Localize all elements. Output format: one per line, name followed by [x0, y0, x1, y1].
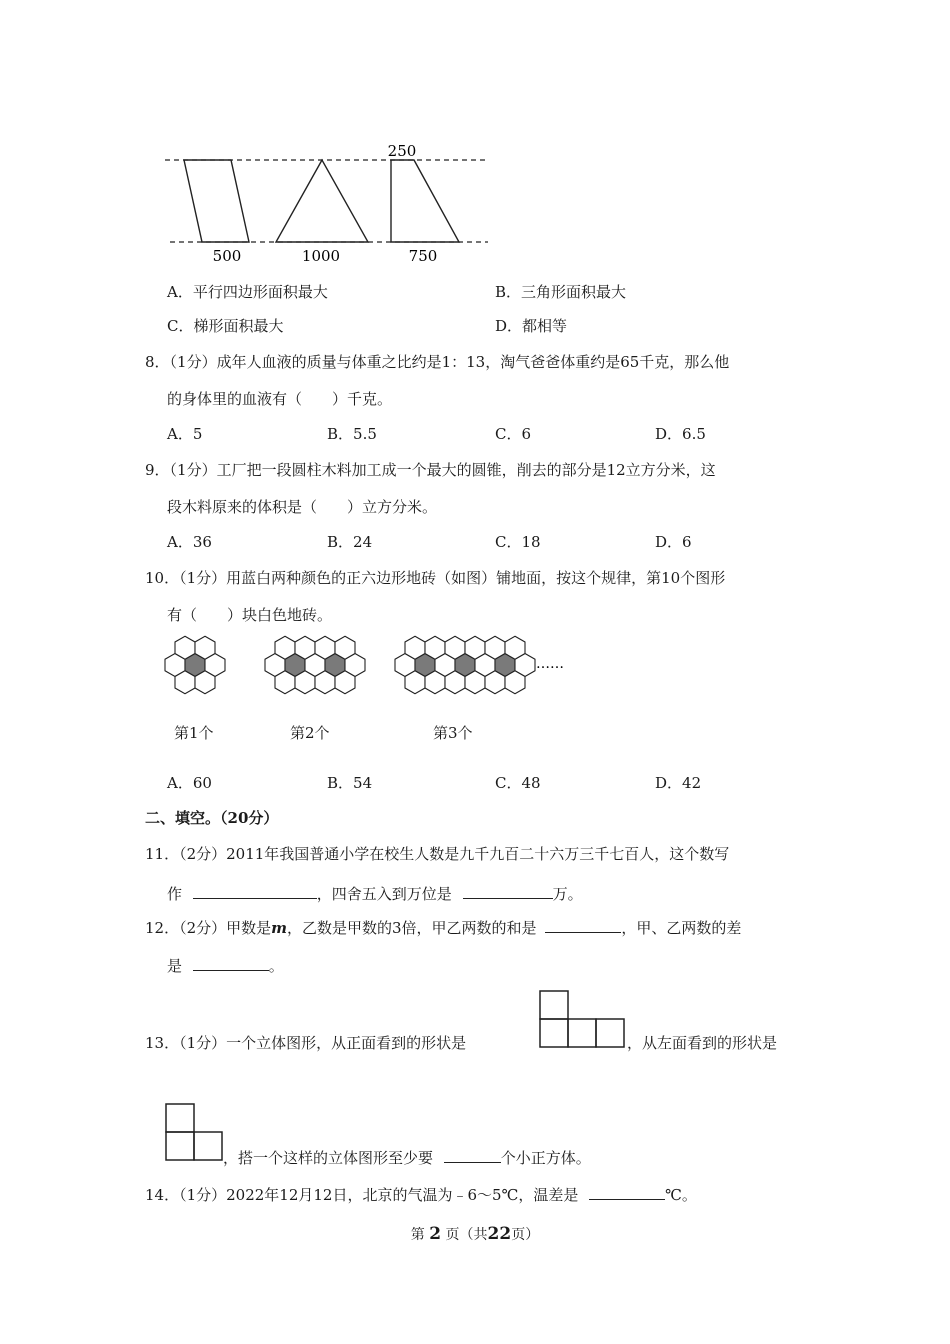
q11-line2 [167, 882, 583, 904]
q7-option-a: A．平行四边形面积最大 [167, 283, 328, 301]
footer-prefix: 第 [410, 1227, 425, 1243]
q11-line2-prefix: 作 [167, 885, 183, 903]
figure-caption-1: 第1个 [174, 724, 214, 742]
page-footer [0, 1224, 950, 1244]
white-hex-tile [275, 636, 295, 659]
section2-title: 二、填空。（20分） [145, 809, 279, 827]
q10-option-c: C．48 [495, 774, 541, 792]
white-hex-tile [445, 636, 465, 659]
white-hex-tile [315, 636, 335, 659]
white-hex-tile [295, 671, 315, 694]
q10-option-d: D．42 [655, 774, 702, 792]
q12-blank-1[interactable] [545, 916, 621, 933]
q8-line1: 8．（1分）成年人血液的质量与体重之比约是1：13，淘气爸爸体重约是65千克，那么他 [145, 353, 730, 371]
q10-option-b: B．54 [327, 774, 373, 792]
q8-line2: 的身体里的血液有（ ）千克。 [167, 390, 393, 408]
q12-blank-2[interactable] [193, 954, 269, 971]
q10-option-a: A．60 [167, 774, 212, 792]
label-1000: 1000 [301, 247, 341, 265]
trapezoid-shape [391, 160, 459, 242]
white-hex-tile [445, 671, 465, 694]
white-hex-tile [505, 636, 525, 659]
q12-line2-prefix: 是 [167, 957, 183, 975]
q9-line1: 9．（1分）工厂把一段圆柱木料加工成一个最大的圆锥，削去的部分是12立方分米，这 [145, 461, 716, 479]
white-hex-tile [275, 671, 295, 694]
white-hex-tile [175, 671, 195, 694]
q14-blank[interactable] [589, 1183, 665, 1200]
q14-line1-suffix: ℃。 [665, 1186, 697, 1204]
white-hex-tile [465, 636, 485, 659]
label-500: 500 [212, 247, 242, 265]
q12-line1 [145, 916, 741, 938]
q9-option-d: D．6 [655, 533, 692, 551]
white-hex-tile [295, 636, 315, 659]
q11-line2-suffix: 万。 [552, 885, 583, 903]
q8-option-a: A．5 [167, 425, 203, 443]
q9-option-b: B．24 [327, 533, 373, 551]
q11-line1: 11．（2分）2011年我国普通小学在校生人数是九千九百二十六万三千七百人，这个数写 [145, 845, 730, 863]
q13-line1-prefix: 13．（1分）一个立体图形，从正面看到的形状是 [145, 1034, 467, 1052]
hexagon-tiles [165, 636, 535, 694]
white-hex-tile [485, 636, 505, 659]
footer-total-pages: 22 [487, 1224, 512, 1244]
q12-line2-suffix: 。 [268, 957, 284, 975]
q7-option-b: B．三角形面积最大 [495, 283, 627, 301]
white-hex-tile [335, 671, 355, 694]
white-hex-tile [505, 671, 525, 694]
parallelogram-shape [184, 160, 249, 242]
footer-mid: 页（共 [445, 1227, 488, 1243]
footer-page-number: 2 [429, 1224, 442, 1244]
label-250: 250 [387, 142, 417, 160]
white-hex-tile [175, 636, 195, 659]
q13-line2-prefix: ，搭一个这样的立体图形至少要 [223, 1149, 434, 1167]
footer-suffix: 页） [511, 1227, 540, 1243]
white-hex-tile [195, 671, 215, 694]
hexagon-tile-figure [160, 630, 580, 700]
white-hex-tile [315, 671, 335, 694]
q12-line1-mid: ，乙数是甲数的3倍，甲乙两数的和是 [287, 919, 537, 937]
q8-option-d: D．6.5 [655, 425, 706, 443]
triangle-shape [276, 160, 368, 242]
ellipsis: …… [536, 656, 564, 672]
figure-caption-3: 第3个 [433, 724, 473, 742]
q10-line1: 10．（1分）用蓝白两种颜色的正六边形地砖（如图）铺地面，按这个规律，第10个图形 [145, 569, 726, 587]
q11-line2-mid: ，四舍五入到万位是 [316, 885, 452, 903]
white-hex-tile [195, 636, 215, 659]
white-hex-tile [425, 671, 445, 694]
q11-blank-2[interactable] [463, 882, 553, 899]
white-hex-tile [485, 671, 505, 694]
q12-line1-suffix: ，甲、乙两数的差 [621, 919, 742, 937]
q8-option-c: C．6 [495, 425, 532, 443]
q12-line2 [167, 954, 284, 976]
q7-option-d: D．都相等 [495, 317, 568, 335]
q13-line2 [223, 1146, 591, 1168]
white-hex-tile [405, 671, 425, 694]
white-hex-tile [335, 636, 355, 659]
q8-option-b: B．5.5 [327, 425, 377, 443]
white-hex-tile [405, 636, 425, 659]
left-view-figure [165, 1103, 225, 1161]
q14-line1-prefix: 14．（1分）2022年12月12日，北京的气温为﹣6～5℃，温差是 [145, 1186, 579, 1204]
q13-blank[interactable] [444, 1146, 501, 1163]
q10-line2: 有（ ）块白色地砖。 [167, 606, 333, 624]
q13-line2-suffix: 个小正方体。 [500, 1149, 591, 1167]
q11-blank-1[interactable] [193, 882, 317, 899]
q9-line2: 段木料原来的体积是（ ）立方分米。 [167, 498, 438, 516]
q12-line1-prefix: 12．（2分）甲数是 [145, 919, 272, 937]
white-hex-tile [425, 636, 445, 659]
q7-option-c: C．梯形面积最大 [167, 317, 284, 335]
front-view-figure [539, 990, 627, 1048]
white-hex-tile [465, 671, 485, 694]
figure-caption-2: 第2个 [290, 724, 330, 742]
label-750: 750 [408, 247, 438, 265]
q13-line1-suffix: ，从左面看到的形状是 [627, 1034, 778, 1052]
q14-line1 [145, 1183, 697, 1205]
q9-option-c: C．18 [495, 533, 541, 551]
q9-option-a: A．36 [167, 533, 212, 551]
q7-shapes-figure [160, 138, 490, 270]
variable-m: m [271, 919, 288, 937]
